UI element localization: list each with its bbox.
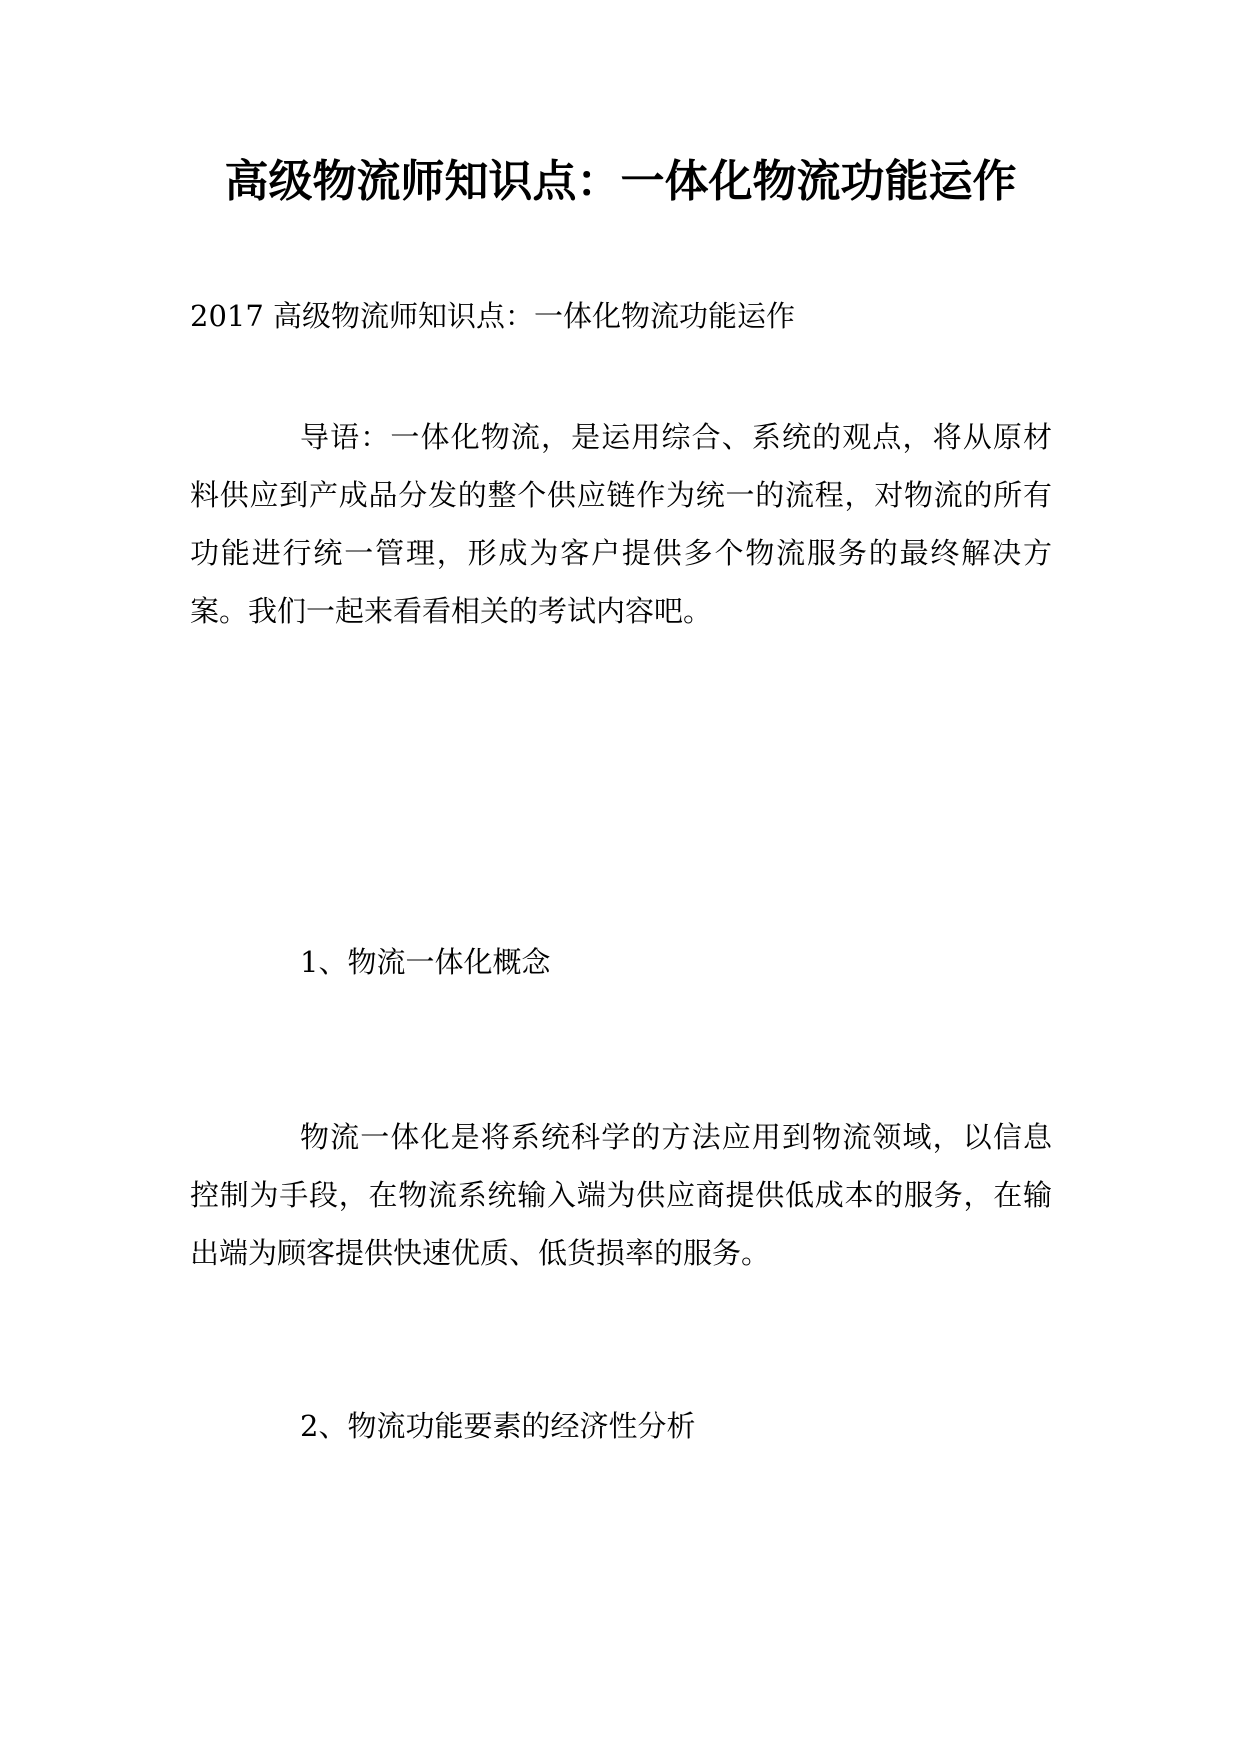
- intro-paragraph: 导语：一体化物流，是运用综合、系统的观点，将从原材料供应到产成品分发的整个供应链作为统一的流程，对物流的所有功能进行统一管理，形成为客户提供多个物流服务的最终解决方案。我们一起来看看相关的考试内容吧。: [190, 420, 1052, 628]
- document-subtitle: 2017 高级物流师知识点：一体化物流功能运作: [190, 299, 796, 333]
- section-2-heading: 2、物流功能要素的经济性分析: [300, 1409, 696, 1443]
- section-1-heading: 1、物流一体化概念: [300, 945, 551, 979]
- section-1-paragraph: 物流一体化是将系统科学的方法应用到物流领域，以信息控制为手段，在物流系统输入端为供应商提供低成本的服务，在输出端为顾客提供快速优质、低货损率的服务。: [190, 1120, 1052, 1270]
- document-title: 高级物流师知识点：一体化物流功能运作: [224, 156, 1017, 207]
